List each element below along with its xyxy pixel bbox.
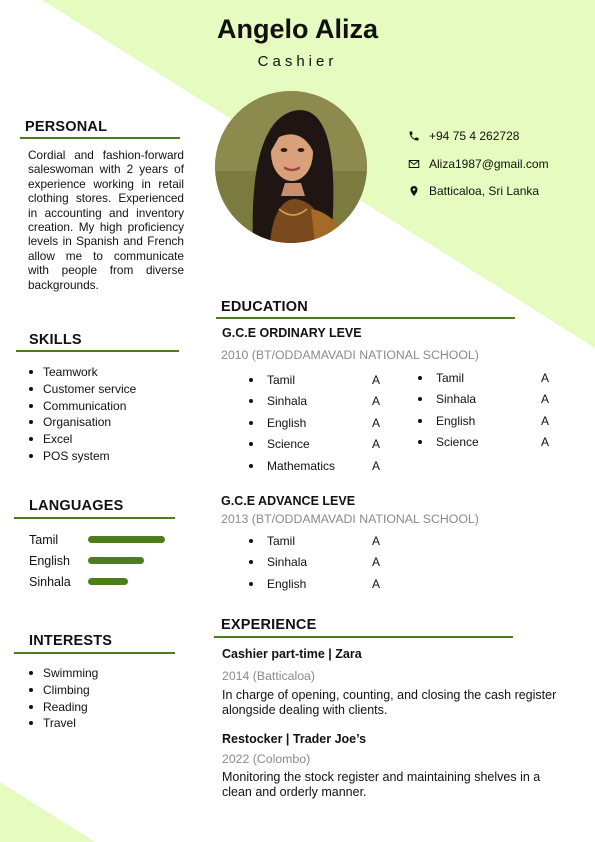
contact-location bbox=[408, 182, 549, 200]
contact-block bbox=[408, 127, 549, 200]
al-heading: G.C.E ADVANCE LEVE bbox=[221, 494, 356, 508]
list-item: Swimming bbox=[29, 665, 98, 682]
subject-name: Sinhala bbox=[267, 394, 308, 409]
list-item: Reading bbox=[29, 699, 98, 716]
personal-summary: Cordial and fashion-forward saleswoman with 2 years of experience working in retail clothing stores. Experienced in accounting and inventory creation. My high proficiency levels in Spanish and French allow me to communicate with people from diverse backgrounds. bbox=[28, 148, 184, 292]
subject-grade: A bbox=[372, 372, 381, 387]
personal-rule bbox=[20, 137, 180, 139]
email-text: Aliza1987@gmail.com bbox=[429, 157, 549, 171]
bullet-icon bbox=[249, 442, 253, 446]
bullet-icon bbox=[249, 421, 253, 425]
list-item: Organisation bbox=[29, 414, 136, 431]
job-meta: 2014 (Batticaloa) bbox=[222, 669, 315, 683]
skills-list bbox=[29, 364, 136, 465]
subject-row bbox=[418, 410, 549, 432]
interests-rule bbox=[14, 652, 175, 654]
subject-name: Science bbox=[436, 435, 479, 450]
language-level-fill bbox=[88, 578, 128, 585]
subject-grade: A bbox=[372, 576, 381, 591]
bullet-icon bbox=[249, 582, 253, 586]
language-level-bar bbox=[88, 536, 168, 543]
language-level-fill bbox=[88, 557, 144, 564]
subject-row bbox=[249, 552, 380, 574]
experience-title: EXPERIENCE bbox=[221, 617, 317, 633]
candidate-role: Cashier bbox=[257, 53, 338, 70]
language-row bbox=[29, 571, 168, 592]
bullet-icon bbox=[249, 464, 253, 468]
ol-subjects-left bbox=[249, 369, 380, 477]
bullet-icon bbox=[418, 397, 422, 401]
al-subjects bbox=[249, 530, 380, 595]
phone-text: +94 75 4 262728 bbox=[429, 129, 520, 143]
location-text: Batticaloa, Sri Lanka bbox=[429, 184, 540, 198]
languages-rule bbox=[14, 517, 175, 519]
corner-triangle-shape bbox=[0, 782, 95, 842]
language-name: English bbox=[29, 553, 70, 568]
subject-name: Sinhala bbox=[436, 392, 477, 407]
subject-row bbox=[249, 412, 380, 434]
personal-title: PERSONAL bbox=[25, 119, 108, 135]
subject-grade: A bbox=[372, 394, 381, 409]
job-title: Cashier part-time | Zara bbox=[222, 647, 362, 661]
subject-name: English bbox=[436, 413, 476, 428]
languages-list bbox=[29, 529, 168, 592]
subject-name: Tamil bbox=[267, 533, 296, 548]
language-level-bar bbox=[88, 557, 168, 564]
list-item: Communication bbox=[29, 398, 136, 415]
subject-grade: A bbox=[372, 458, 381, 473]
bullet-icon bbox=[249, 378, 253, 382]
subject-row bbox=[249, 455, 380, 477]
skills-rule bbox=[16, 350, 179, 352]
subject-row bbox=[249, 369, 380, 391]
subject-name: English bbox=[267, 415, 307, 430]
interests-list bbox=[29, 665, 98, 732]
subject-grade: A bbox=[372, 533, 381, 548]
list-item: POS system bbox=[29, 448, 136, 465]
skills-title: SKILLS bbox=[29, 332, 82, 348]
ol-subjects-right bbox=[418, 367, 549, 453]
subject-row bbox=[249, 573, 380, 595]
bullet-icon bbox=[418, 440, 422, 444]
subject-name: Tamil bbox=[436, 370, 465, 385]
subject-name: English bbox=[267, 576, 307, 591]
subject-name: Science bbox=[267, 437, 310, 452]
education-rule bbox=[216, 317, 515, 319]
contact-phone bbox=[408, 127, 549, 145]
language-level-bar bbox=[88, 578, 168, 585]
education-title: EDUCATION bbox=[221, 299, 308, 315]
subject-grade: A bbox=[541, 435, 550, 450]
subject-name: Sinhala bbox=[267, 555, 308, 570]
bullet-icon bbox=[249, 399, 253, 403]
subject-row bbox=[249, 434, 380, 456]
list-item: Excel bbox=[29, 431, 136, 448]
language-name: Sinhala bbox=[29, 574, 71, 589]
list-item: Teamwork bbox=[29, 364, 136, 381]
job-description: In charge of opening, counting, and closing the cash register alongside dealing with clients. bbox=[222, 688, 557, 717]
job-description: Monitoring the stock register and maintaining shelves in a clean and orderly manner. bbox=[222, 770, 541, 799]
language-row bbox=[29, 529, 168, 550]
subject-grade: A bbox=[541, 392, 550, 407]
subject-name: Mathematics bbox=[267, 458, 336, 473]
location-pin-icon bbox=[408, 185, 420, 197]
phone-icon bbox=[408, 130, 420, 142]
subject-grade: A bbox=[541, 413, 550, 428]
al-detail: 2013 (BT/ODDAMAVADI NATIONAL SCHOOL) bbox=[221, 512, 479, 526]
subject-row bbox=[249, 391, 380, 413]
subject-grade: A bbox=[541, 370, 550, 385]
language-name: Tamil bbox=[29, 532, 59, 547]
subject-row bbox=[249, 530, 380, 552]
bullet-icon bbox=[249, 560, 253, 564]
experience-rule bbox=[214, 636, 513, 638]
subject-row bbox=[418, 389, 549, 411]
subject-row bbox=[418, 367, 549, 389]
list-item: Climbing bbox=[29, 682, 98, 699]
language-level-fill bbox=[88, 536, 165, 543]
bullet-icon bbox=[418, 419, 422, 423]
ol-detail: 2010 (BT/ODDAMAVADI NATIONAL SCHOOL) bbox=[221, 348, 479, 362]
ol-heading: G.C.E ORDINARY LEVE bbox=[222, 326, 362, 340]
list-item: Customer service bbox=[29, 381, 136, 398]
subject-row bbox=[418, 432, 549, 454]
bullet-icon bbox=[249, 539, 253, 543]
list-item: Travel bbox=[29, 715, 98, 732]
job-title: Restocker | Trader Joe’s bbox=[222, 732, 367, 746]
candidate-name: Angelo Aliza bbox=[216, 14, 378, 44]
envelope-icon bbox=[408, 158, 420, 170]
interests-title: INTERESTS bbox=[29, 633, 113, 649]
subject-grade: A bbox=[372, 437, 381, 452]
language-row bbox=[29, 550, 168, 571]
subject-grade: A bbox=[372, 415, 381, 430]
profile-photo bbox=[215, 91, 367, 243]
subject-grade: A bbox=[372, 555, 381, 570]
languages-title: LANGUAGES bbox=[29, 498, 124, 514]
bullet-icon bbox=[418, 376, 422, 380]
job-meta: 2022 (Colombo) bbox=[222, 752, 311, 766]
contact-email bbox=[408, 155, 549, 173]
subject-name: Tamil bbox=[267, 372, 296, 387]
